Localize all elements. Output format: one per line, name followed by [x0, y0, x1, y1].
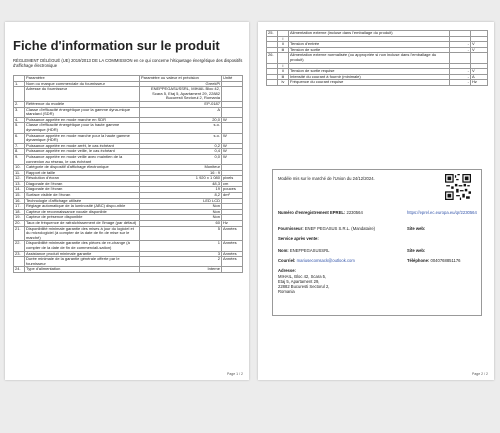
table-row [14, 87, 243, 102]
row-unit: Hz [222, 221, 243, 227]
row-parameter: Puissance appelée en mode veille avec maintien de la connexion au réseau, le cas échéant [25, 154, 140, 164]
row-number: 15. [14, 193, 25, 199]
row-value: 1 920 x 1 080 [140, 176, 222, 182]
row-value: A [140, 107, 222, 117]
row-sub-index [278, 53, 289, 63]
row-parameter: Disponibilité minimale garantie des mises à jour du logiciel et du micrologiciel (à compter de la date de fin de mise sur le marché) [25, 226, 140, 241]
row-parameter: Catégorie de dispositif d'affichage électronique [25, 165, 140, 171]
row-unit [471, 53, 488, 63]
row-unit: W [222, 143, 243, 149]
row-number: 20. [14, 221, 25, 227]
product-info-table [13, 75, 243, 273]
row-number: 9. [14, 154, 25, 164]
header-value: Paramètre ou valeur et précision [140, 76, 222, 82]
row-number: 26. [267, 53, 278, 63]
row-sub-index: i [278, 63, 289, 69]
row-number: 23. [14, 251, 25, 257]
supplier-label: Fournisseur: [278, 226, 304, 231]
row-value: Non [140, 215, 222, 221]
page-1 [5, 22, 249, 380]
row-parameter: Capteur de reconnaissance vocale disponible [25, 209, 140, 215]
row-value: 0,2 [140, 143, 222, 149]
regulation-subtitle: RÈGLEMENT DÉLÉGUÉ (UE) 2019/2013 DE LA COMMISSION en ce qui concerne l'étiquetage énergétique des dispositifs d'affichage électronique [13, 58, 243, 69]
row-number: 7. [14, 143, 25, 149]
row-value: ENEPPEGASUSSRL, MIHAIL Bloc 42, Scara 5, Etaj 5, Apartament 29, 22882 Bucuresti Sectorul 2, Romania [140, 87, 222, 102]
row-parameter: Type d'alimentation [25, 267, 140, 273]
row-value: - [450, 80, 471, 86]
row-parameter: Intensité du courant à fournir (minimale) [289, 74, 450, 80]
table-row [267, 53, 488, 63]
eprel-number: 2230564 [346, 210, 363, 215]
row-number: 3. [14, 107, 25, 117]
header-parameter: Paramètre [25, 76, 140, 82]
row-parameter: Diagonale de l'écran [25, 187, 140, 193]
row-unit [222, 267, 243, 273]
row-unit: W [222, 133, 243, 143]
row-sub-index: iv [278, 80, 289, 86]
row-sub-index: i [278, 36, 289, 42]
row-unit: cm [222, 181, 243, 187]
address-line: MIHAIL, Bloc 42, Scara 5, [278, 274, 327, 279]
row-number: 4. [14, 117, 25, 123]
row-sub-index: iii [278, 47, 289, 53]
row-value: 48,3 [140, 181, 222, 187]
row-value: 60 [140, 221, 222, 227]
eprel-link[interactable]: https://eprel.ec.europa.eu/qr/2230564 [407, 210, 477, 215]
row-value: 0,4 [140, 149, 222, 155]
row-parameter: Capteur de présence disponible [25, 215, 140, 221]
row-number: 13. [14, 181, 25, 187]
row-value: 16 : 9 [140, 170, 222, 176]
row-value: - [450, 47, 471, 53]
email-label: Courriel: [278, 258, 296, 263]
table-row [14, 123, 243, 133]
row-value: 20,0 [140, 117, 222, 123]
row-parameter: Tension de sortie requise [289, 69, 450, 75]
row-sub-index: iii [278, 74, 289, 80]
row-number: 12. [14, 176, 25, 182]
eprel-label: Numéro d'enregistrement EPREL: [278, 210, 346, 215]
row-parameter: Classe d'efficacité énergétique pour la gamme dyna-mique standard (SDR) [25, 107, 140, 117]
email-link[interactable]: mariusecomsack@outlook.com [296, 258, 355, 263]
phone-label: Téléphone: [407, 258, 430, 263]
service-website-label: Site web: [407, 248, 426, 253]
row-unit: Hz [471, 80, 488, 86]
row-unit: Années [222, 241, 243, 251]
row-parameter: Puissance appelée en mode veille, le cas échéant [25, 149, 140, 155]
row-unit: V [471, 69, 488, 75]
row-parameter: Puissance appelée en mode arrêt, le cas échéant [25, 143, 140, 149]
row-parameter: Taux de fréquence de rafraîchissement de l'image (par défaut) [25, 221, 140, 227]
row-number: 5. [14, 123, 25, 133]
row-parameter: Tension d'entrée [289, 42, 450, 48]
row-number: 19. [14, 215, 25, 221]
power-supply-table [266, 30, 488, 86]
row-value: 3 [140, 251, 222, 257]
row-unit: Années [222, 257, 243, 267]
row-number: 1. [14, 81, 25, 87]
row-value: GreekPi [140, 81, 222, 87]
row-parameter: Rapport de taille [25, 170, 140, 176]
row-unit: W [222, 149, 243, 155]
row-parameter: Résolution d'écran [25, 176, 140, 182]
table-row [14, 226, 243, 241]
address-label: Adresse: [278, 268, 296, 273]
row-parameter: Diagonale de l'écran [25, 181, 140, 187]
row-parameter: Alimentation externe normalisée (ou appropriée si non incluse dans l'emballage du produit) [289, 53, 450, 63]
row-value: 1 [140, 241, 222, 251]
qr-code-icon [445, 174, 471, 200]
row-parameter: Tension de sortie [289, 47, 450, 53]
row-unit: A [471, 74, 488, 80]
row-value: s.o. [140, 123, 222, 133]
row-value: Non [140, 209, 222, 215]
phone-value: 0040768851176 [430, 258, 461, 263]
row-unit: W [222, 117, 243, 123]
row-parameter: Nom ou marque commerciale du fournisseur [25, 81, 140, 87]
placed-on-market: Modèle mis sur le marché de l'Union du 24/12/2024. [278, 176, 375, 181]
row-unit: Années [222, 251, 243, 257]
row-parameter: Adresse du fournisseur [25, 87, 140, 102]
row-number: 21. [14, 226, 25, 241]
row-parameter: Technologie d'affichage utilisée [25, 198, 140, 204]
row-value: s.o. [140, 133, 222, 143]
row-number: 11. [14, 170, 25, 176]
row-unit: W [222, 154, 243, 164]
table-row [14, 241, 243, 251]
row-number: 6. [14, 133, 25, 143]
row-sub-index: ii [278, 42, 289, 48]
row-unit [222, 107, 243, 117]
row-parameter: Fréquence du courant requise [289, 80, 450, 86]
row-value: Interne [140, 267, 222, 273]
address-line: Etaj 5, Apartament 29, [278, 279, 320, 284]
page-number: Page 2 / 2 [472, 372, 488, 376]
page-title: Fiche d'information sur le produit [13, 38, 220, 53]
row-number [267, 80, 278, 86]
row-sub-index: ii [278, 69, 289, 75]
row-value: Non [140, 204, 222, 210]
page-number: Page 1 / 2 [227, 372, 243, 376]
row-parameter: Disponibilité minimale garantie des pièces de re-change (à compter de la date de fin de commerciali-sation) [25, 241, 140, 251]
row-parameter: Réglage automatique de la luminosité (ABC) dispo-nible [25, 204, 140, 210]
table-row [14, 154, 243, 164]
table-row [14, 107, 243, 117]
row-number [14, 257, 25, 267]
table-row [14, 257, 243, 267]
row-number: 2. [14, 101, 25, 107]
row-parameter: Référence du modèle [25, 101, 140, 107]
row-unit [222, 87, 243, 102]
row-value [450, 53, 471, 63]
name-label: Nom: [278, 248, 289, 253]
page-2 [258, 22, 494, 380]
row-number: 25. [267, 31, 278, 37]
eprel-info-box [272, 169, 482, 316]
table-row [267, 80, 488, 86]
supplier-value: ENEF PEGASUS S.R.L. (Mandataire) [304, 226, 376, 231]
row-number: 8. [14, 149, 25, 155]
address-line: Romania [278, 289, 295, 294]
address-line: 22882 Bucuresti Sectorul 2, [278, 284, 330, 289]
row-unit: pixels [222, 176, 243, 182]
name-value: ENEFPEGASUSSRL [289, 248, 330, 253]
row-number: 17. [14, 204, 25, 210]
row-value: 2 [140, 257, 222, 267]
row-parameter: Durée minimale de la garantie générale offerte par le fournisseur [25, 257, 140, 267]
table-row [14, 133, 243, 143]
supplier-website-label: Site web: [407, 226, 426, 231]
row-value: LED LCD [140, 198, 222, 204]
row-parameter: Alimentation externe (incluse dans l'emballage du produit) [289, 31, 450, 37]
address-block [278, 274, 329, 294]
row-value: 5 [140, 226, 222, 241]
row-number: 10. [14, 165, 25, 171]
row-number [14, 87, 25, 102]
row-value: - [450, 69, 471, 75]
row-parameter: Classe d'efficacité énergétique pour la haute gamme dynamique (HDR) [25, 123, 140, 133]
row-unit: dm² [222, 193, 243, 199]
row-number: 16. [14, 198, 25, 204]
table-row [14, 267, 243, 273]
row-parameter: Puissance appelée en mode marche en SDR [25, 117, 140, 123]
row-value: - [450, 74, 471, 80]
row-value: - [450, 42, 471, 48]
row-unit: V [471, 42, 488, 48]
row-value: 0,0 [140, 154, 222, 164]
row-value: EP-0187 [140, 101, 222, 107]
row-number: 22. [14, 241, 25, 251]
row-parameter: Assistance produit minimale garantie [25, 251, 140, 257]
row-number: 14. [14, 187, 25, 193]
row-value: 19 [140, 187, 222, 193]
header-unit: Unité [222, 76, 243, 82]
row-parameter: Surface visible de l'écran [25, 193, 140, 199]
row-parameter: Puissance appelée en mode marche pour la haute gamme dynamique (HDR) [25, 133, 140, 143]
row-value: 8,2 [140, 193, 222, 199]
row-unit: Années [222, 226, 243, 241]
row-unit: pouces [222, 187, 243, 193]
row-unit [222, 123, 243, 133]
row-number: 24. [14, 267, 25, 273]
row-number: 18. [14, 209, 25, 215]
row-unit: V [471, 47, 488, 53]
row-value: Moniteur [140, 165, 222, 171]
after-sales-label: Service après vente: [278, 236, 319, 241]
